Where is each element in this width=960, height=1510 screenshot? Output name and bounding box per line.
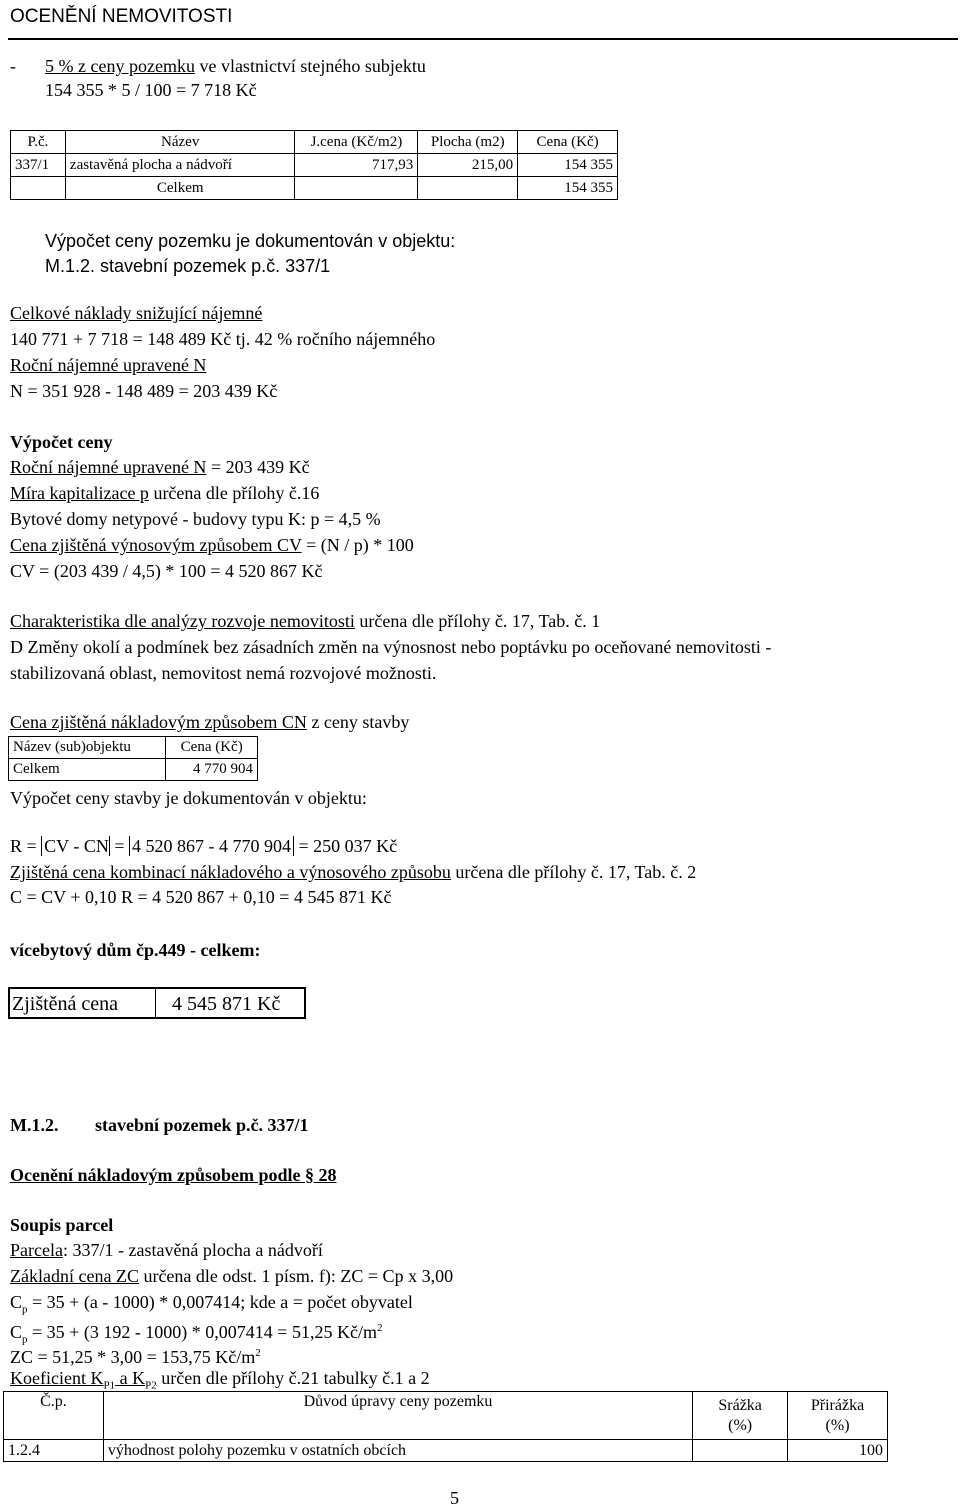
calc-cv-calc: CV = (203 439 / 4,5) * 100 = 4 520 867 Kč xyxy=(10,561,323,581)
summary-heading: vícebytový dům čp.449 - celkem: xyxy=(10,940,261,960)
adj-th-num: Č.p. xyxy=(4,1392,104,1440)
cost-total-label: Celkem xyxy=(9,759,166,781)
r-line: R = CV - CN = 4 520 867 - 4 770 904 = 250 037 Kč xyxy=(10,836,398,856)
doc-note-line-2: M.1.2. stavební pozemek p.č. 337/1 xyxy=(45,256,331,276)
parcel-line: Parcela: 337/1 - zastavěná plocha a nádvoří xyxy=(10,1240,323,1260)
method-heading: Ocenění nákladovým způsobem podle § 28 xyxy=(10,1165,337,1185)
parcel-th-num: P.č. xyxy=(11,131,66,154)
zc-line: Základní cena ZC určena dle odst. 1 písm. f): ZC = Cp x 3,00 xyxy=(10,1266,454,1286)
combo-line: Zjištěná cena kombinací nákladového a výnosového způsobu určena dle přílohy č. 17, Tab. č. 2 xyxy=(10,862,697,882)
summary-box-divider xyxy=(155,989,156,1017)
costs-line-1: 140 771 + 7 718 = 148 489 Kč tj. 42 % ročního nájemného xyxy=(10,329,436,349)
adj-th-reason: Důvod úpravy ceny pozemku xyxy=(103,1392,692,1440)
characteristic-line-3: stabilizovaná oblast, nemovitost nemá rozvojové možnosti. xyxy=(10,663,437,683)
adj-cell-surcharge: 100 xyxy=(788,1440,888,1462)
cost-doc-line: Výpočet ceny stavby je dokumentován v objektu: xyxy=(10,788,367,808)
cost-th-price: Cena (Kč) xyxy=(166,737,258,759)
parcel-th-name: Název xyxy=(65,131,295,154)
summary-box-label: Zjištěná cena xyxy=(12,993,119,1015)
section-title: stavební pozemek p.č. 337/1 xyxy=(95,1115,309,1135)
coef-line: Koeficient $K_{P1}$ a $K_{P2}$ určen dle přílohy č.21 tabulky č.1 a 2 xyxy=(10,1368,430,1392)
intro-line-1: 5 % z ceny pozemku ve vlastnictví stejného subjektu xyxy=(45,56,426,76)
costs-line-2: N = 351 928 - 148 489 = 203 439 Kč xyxy=(10,381,278,401)
calc-cap-line: Míra kapitalizace p určena dle přílohy č.16 xyxy=(10,483,320,503)
intro-link: 5 % z ceny pozemku xyxy=(45,56,195,76)
c-line: C = CV + 0,10 R = 4 520 867 + 0,10 = 4 545 871 Kč xyxy=(10,887,392,907)
cost-table xyxy=(8,736,258,781)
characteristic-line-2: D Změny okolí a podmínek bez zásadních změn na výnosnost nebo poptávku po oceňované nemovitosti - xyxy=(10,637,772,657)
costs-heading-2: Roční nájemné upravené N xyxy=(10,355,207,375)
adj-cell-reason: výhodnost polohy pozemku v ostatních obcích xyxy=(103,1440,692,1462)
cp-line-1: $C_p = 35 + (a - 1000) * 0,007414$; kde a = počet obyvatel xyxy=(10,1292,413,1316)
adj-cell-num: 1.2.4 xyxy=(4,1440,104,1462)
calc-rent-line: Roční nájemné upravené N = 203 439 Kč xyxy=(10,457,310,477)
parcel-th-unit-price: J.cena (Kč/m2) xyxy=(295,131,418,154)
intro-line-2: 154 355 * 5 / 100 = 7 718 Kč xyxy=(45,80,257,100)
parcel-cell-area: 215,00 xyxy=(418,154,518,177)
adjustment-table xyxy=(3,1391,888,1462)
cost-total-value: 4 770 904 xyxy=(166,759,258,781)
intro-dash: - xyxy=(10,56,16,76)
doc-note-line-1: Výpočet ceny pozemku je dokumentován v objektu: xyxy=(45,231,456,251)
parcel-th-price: Cena (Kč) xyxy=(518,131,618,154)
page-title: OCENĚNÍ NEMOVITOSTI xyxy=(10,6,233,27)
page-number: 5 xyxy=(450,1488,459,1508)
parcel-th-area: Plocha (m2) xyxy=(418,131,518,154)
cost-method-line: Cena zjištěná nákladovým způsobem CN z ceny stavby xyxy=(10,712,410,732)
characteristic-line-1: Charakteristika dle analýzy rozvoje nemovitosti určena dle přílohy č. 17, Tab. č. 1 xyxy=(10,611,601,631)
soupis-heading: Soupis parcel xyxy=(10,1215,114,1235)
calc-cv-line: Cena zjištěná výnosovým způsobem CV = (N / p) * 100 xyxy=(10,535,414,555)
parcel-total-label: Celkem xyxy=(65,177,295,200)
costs-heading: Celkové náklady snižující nájemné xyxy=(10,303,263,323)
summary-box xyxy=(8,987,306,1019)
adj-cell-discount xyxy=(693,1440,788,1462)
parcel-table xyxy=(10,130,618,200)
zc-result-line: ZC = 51,25 * 3,00 = 153,75 $Kč/m^2$ xyxy=(10,1347,261,1367)
parcel-total-value: 154 355 xyxy=(518,177,618,200)
calc-title: Výpočet ceny xyxy=(10,432,113,452)
adj-th-surcharge: Přirážka (%) xyxy=(788,1392,888,1440)
section-num: M.1.2. xyxy=(10,1115,59,1135)
cp-line-2: $C_p = 35 + (3$ 192 - 1000) * 0,007414 = 51,25 $Kč/m^2$ xyxy=(10,1322,383,1346)
calc-buildings-line: Bytové domy netypové - budovy typu K: p = 4,5 % xyxy=(10,509,381,529)
adj-th-discount: Srážka (%) xyxy=(693,1392,788,1440)
header-divider xyxy=(8,38,958,40)
parcel-cell-price: 154 355 xyxy=(518,154,618,177)
parcel-cell-unit-price: 717,93 xyxy=(295,154,418,177)
cost-th-name: Název (sub)objektu xyxy=(9,737,166,759)
parcel-cell-name: zastavěná plocha a nádvoří xyxy=(65,154,295,177)
summary-box-value: 4 545 871 Kč xyxy=(172,993,281,1015)
parcel-cell-num: 337/1 xyxy=(11,154,66,177)
